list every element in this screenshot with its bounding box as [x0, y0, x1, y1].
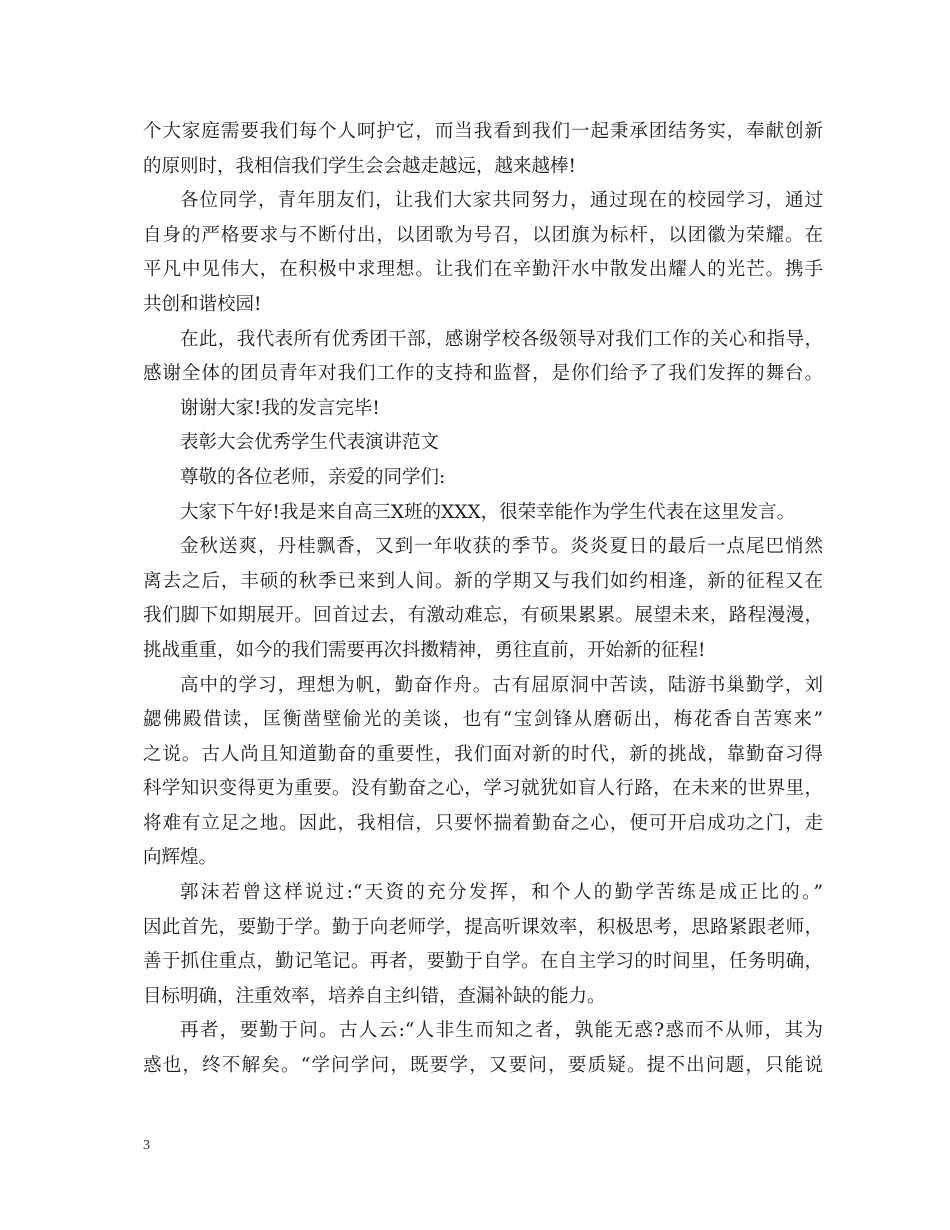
text-line: 表彰大会优秀学生代表演讲范文 [180, 432, 440, 454]
text-line: 谢谢大家!我的发言完毕! [180, 397, 380, 419]
text-line: 的原则时，我相信我们学生会会越走越远，越来越棒! [143, 155, 576, 177]
text-line: 勰佛殿借读，匡衡凿壁偷光的美谈，也有“宝剑锋从磨砺出，梅花香自苦寒来” [143, 709, 823, 731]
document-body [143, 115, 823, 1084]
text-line: 在此，我代表所有优秀团干部，感谢学校各级领导对我们工作的关心和指导， [180, 328, 823, 350]
text-line: 各位同学，青年朋友们，让我们大家共同努力，通过现在的校园学习，通过 [180, 190, 823, 212]
text-line: 大家下午好!我是来自高三X班的XXX，很荣幸能作为学生代表在这里发言。 [180, 501, 796, 523]
text-line: 自身的严格要求与不断付出，以团歌为号召，以团旗为标杆，以团徽为荣耀。在 [143, 224, 823, 246]
text-line: 惑也，终不解矣。“学问学问，既要学，又要问，要质疑。提不出问题，只能说 [143, 1055, 823, 1077]
text-line: 再者，要勤于问。古人云:“人非生而知之者，孰能无惑?惑而不从师，其为 [180, 1020, 823, 1042]
text-line: 金秋送爽，丹桂飘香，又到一年收获的季节。炎炎夏日的最后一点尾巴悄然 [180, 536, 823, 558]
text-line: 将难有立足之地。因此，我相信，只要怀揣着勤奋之心，便可开启成功之门，走 [143, 812, 823, 834]
text-line: 因此首先，要勤于学。勤于向老师学，提高听课效率，积极思考，思路紧跟老师， [143, 916, 823, 938]
text-line: 共创和谐校园! [143, 293, 262, 315]
text-line: 善于抓住重点，勤记笔记。再者，要勤于自学。在自主学习的时间里，任务明确， [143, 951, 823, 973]
text-line: 感谢全体的团员青年对我们工作的支持和监督，是你们给予了我们发挥的舞台。 [143, 363, 823, 385]
text-line: 之说。古人尚且知道勤奋的重要性，我们面对新的时代，新的挑战，靠勤奋习得 [143, 743, 823, 765]
text-line: 我们脚下如期展开。回首过去，有激动难忘，有硕果累累。展望未来，路程漫漫， [143, 605, 823, 627]
page-number: 3 [143, 1138, 150, 1153]
text-line: 目标明确，注重效率，培养自主纠错，查漏补缺的能力。 [143, 985, 606, 1007]
text-line: 高中的学习，理想为帆，勤奋作舟。古有屈原洞中苦读，陆游书巢勤学，刘 [180, 674, 823, 696]
text-line: 个大家庭需要我们每个人呵护它，而当我看到我们一起秉承团结务实，奉献创新 [143, 121, 823, 142]
text-line: 郭沫若曾这样说过:“天资的充分发挥，和个人的勤学苦练是成正比的。” [180, 882, 823, 904]
text-line: 尊敬的各位老师，亲爱的同学们: [180, 466, 446, 488]
text-line: 平凡中见伟大，在积极中求理想。让我们在辛勤汗水中散发出耀人的光芒。携手 [143, 259, 823, 281]
text-line: 向辉煌。 [143, 847, 218, 869]
text-line: 科学知识变得更为重要。没有勤奋之心，学习就犹如盲人行路，在未来的世界里， [143, 778, 823, 800]
text-line: 离去之后，丰硕的秋季已来到人间。新的学期又与我们如约相逢，新的征程又在 [143, 570, 823, 592]
text-line: 挑战重重，如今的我们需要再次抖擞精神，勇往直前，开始新的征程! [143, 639, 706, 661]
